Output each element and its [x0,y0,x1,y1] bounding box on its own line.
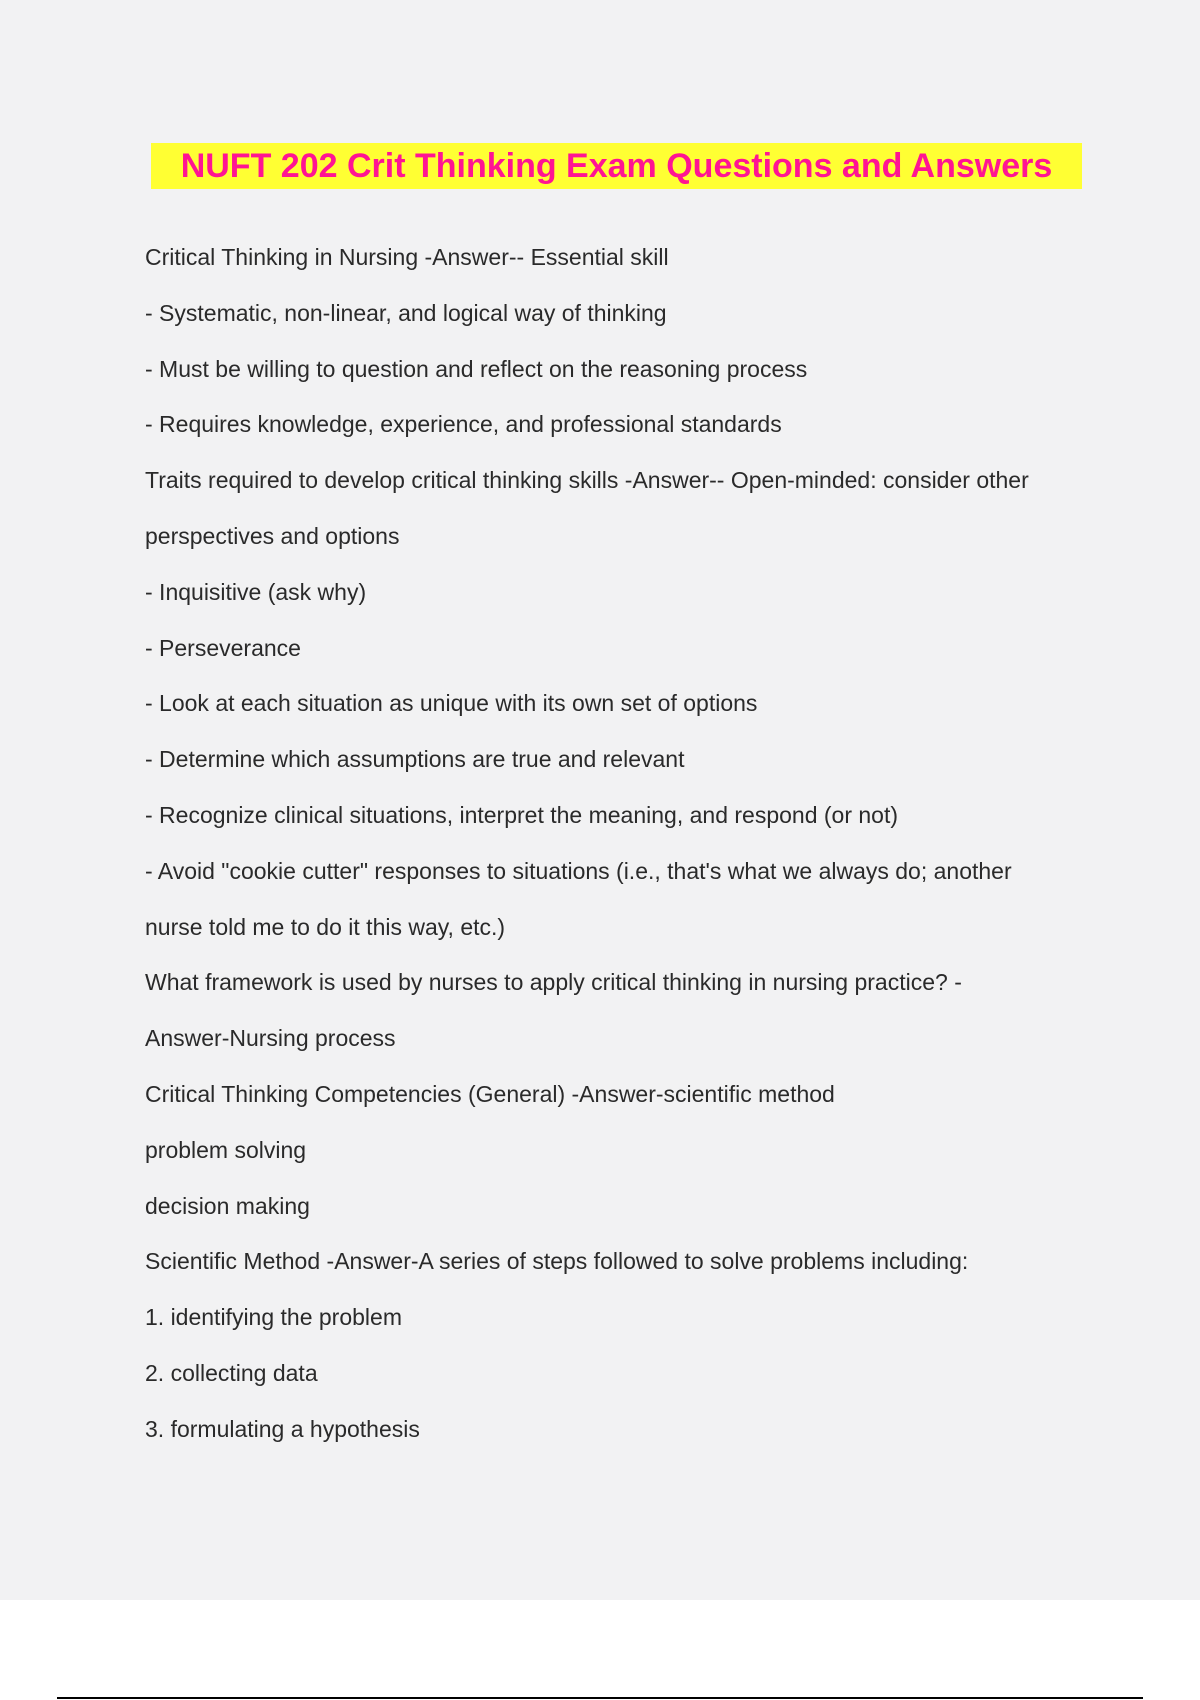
body-line: - Systematic, non-linear, and logical way of thinking [145,299,667,326]
body-line: - Requires knowledge, experience, and professional standards [145,411,782,438]
body-line: - Inquisitive (ask why) [145,578,367,605]
footer-divider [57,1697,1143,1699]
title-highlight [151,143,1082,189]
body-line: Scientific Method -Answer-A series of steps followed to solve problems including: [145,1248,969,1275]
body-line: - Must be willing to question and reflect on the reasoning process [145,355,808,382]
body-line: nurse told me to do it this way, etc.) [145,913,506,940]
body-line: - Recognize clinical situations, interpret the meaning, and respond (or not) [145,801,899,828]
body-line: - Avoid "cookie cutter" responses to situations (i.e., that's what we always do; another [145,857,1012,884]
page-title: NUFT 202 Crit Thinking Exam Questions and Answers [180,147,1053,185]
body-line: 3. formulating a hypothesis [145,1415,420,1442]
body-line: - Determine which assumptions are true and relevant [145,746,685,773]
body-line: - Look at each situation as unique with its own set of options [145,690,758,717]
body-line: What framework is used by nurses to apply critical thinking in nursing practice? - [145,969,962,996]
body-line: Answer-Nursing process [145,1025,396,1052]
body-line: decision making [145,1192,310,1219]
body-line: 1. identifying the problem [145,1304,402,1331]
body-line: - Perseverance [145,634,301,661]
document-body [145,236,1085,1464]
body-line: Critical Thinking in Nursing -Answer-- Essential skill [145,244,669,270]
body-line: Traits required to develop critical thinking skills -Answer-- Open-minded: consider other [145,467,1029,494]
body-line: 2. collecting data [145,1359,318,1386]
body-line: problem solving [145,1136,307,1163]
body-line: perspectives and options [145,522,400,549]
body-line: Critical Thinking Competencies (General) -Answer-scientific method [145,1080,835,1107]
